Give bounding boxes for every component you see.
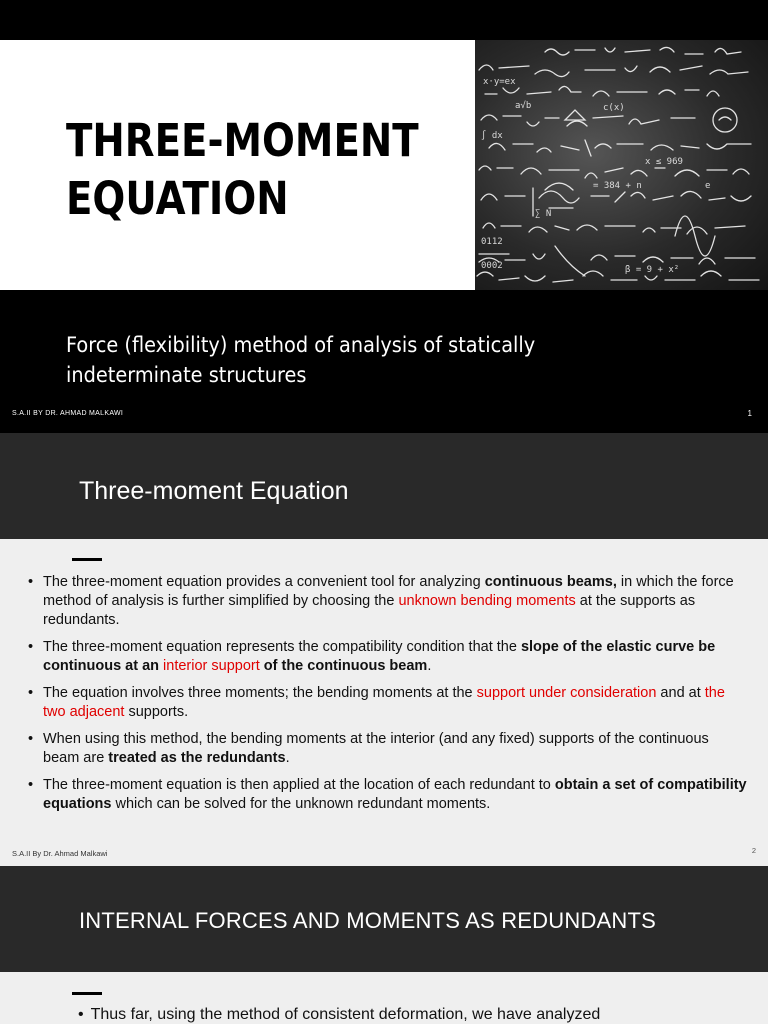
svg-text:c(x): c(x) [603, 103, 625, 113]
bullet-text-segment: supports. [124, 704, 189, 720]
bullet-text-segment: obtain a set of compatibility equations [43, 777, 747, 812]
slide-1-title [66, 112, 419, 228]
svg-text:a√b: a√b [515, 101, 532, 111]
accent-dash [72, 558, 102, 561]
svg-text:0002: 0002 [481, 261, 503, 271]
bullet-text-segment: in which the force method of analysis is further simplified by choosing the [43, 574, 734, 609]
accent-dash [72, 992, 102, 995]
chalkboard-equations-image [475, 40, 768, 290]
bullet-text-segment: The three-moment equation is then applied at the location of each redundant to [43, 777, 555, 793]
slide-2 [0, 433, 768, 866]
bullet-text-segment: of the continuous beam [259, 658, 428, 674]
bullet-text-segment: The equation involves three moments; the bending moments at the [43, 685, 477, 701]
slide-1-page-number: 1 [747, 409, 752, 418]
slide-3 [0, 866, 768, 1024]
svg-text:x·y=ex: x·y=ex [483, 77, 516, 87]
slide-1 [0, 0, 768, 433]
bullet-item [26, 776, 748, 814]
bullet-text-segment: treated as the redundants [108, 750, 286, 766]
subtitle-line-1: Force (flexibility) method of analysis of statically [66, 333, 536, 357]
slide-1-subtitle [66, 330, 655, 390]
title-line-2: EQUATION [66, 172, 289, 225]
slide-3-bullet: • Thus far, using the method of consistent deformation, we have analyzed [78, 1006, 600, 1024]
bullet-text-segment: . [285, 750, 290, 766]
bullet-item [26, 684, 748, 722]
bullet-text-segment: which can be solved for the unknown redundant moments. [111, 796, 491, 812]
bullet-text-segment: unknown bending moments [398, 593, 576, 609]
bullet-text-segment: continuous beams, [484, 574, 617, 590]
slide-2-page-number: 2 [751, 846, 756, 855]
svg-text:∑ N: ∑ N [535, 209, 552, 219]
svg-text:x ≤ 969: x ≤ 969 [645, 157, 683, 167]
subtitle-line-2: indeterminate structures [66, 363, 307, 387]
slide-3-header [0, 866, 768, 972]
bullet-item [26, 730, 748, 768]
slide-3-title: INTERNAL FORCES AND MOMENTS AS REDUNDANTS [79, 908, 657, 933]
bullet-list [26, 573, 748, 822]
bullet-text-segment: . [427, 658, 432, 674]
bullet-text-segment: The three-moment equation represents the compatibility condition that the [43, 639, 521, 655]
svg-text:β = 9 + x²: β = 9 + x² [625, 265, 680, 275]
bullet-text-segment: When using this method, the bending moments at the interior (and any fixed) supports of the continuous beam are [43, 731, 709, 766]
bullet-text-segment: interior support [163, 658, 260, 674]
bullet-text-segment: at the supports as redundants. [43, 593, 696, 628]
svg-text:0112: 0112 [481, 237, 503, 247]
bullet-text-segment: The three-moment equation provides a convenient tool for analyzing [43, 574, 485, 590]
slide-2-header [0, 433, 768, 539]
svg-text:∫ dx: ∫ dx [481, 131, 503, 141]
slide-2-footer: S.A.II By Dr. Ahmad Malkawi [12, 849, 108, 858]
bullet-text-segment: and at [656, 685, 705, 701]
title-line-1: THREE-MOMENT [66, 114, 419, 167]
bullet-text-segment: the two adjacent [43, 685, 725, 720]
slide-2-title: Three-moment Equation [79, 477, 349, 505]
slide-1-footer: S.A.II BY DR. AHMAD MALKAWI [12, 410, 124, 417]
bullet-item [26, 638, 748, 676]
bullet-text-segment: support under consideration [476, 685, 657, 701]
svg-text:e: e [705, 181, 711, 191]
bullet-item [26, 573, 748, 630]
svg-text:= 384 + n: = 384 + n [593, 181, 642, 191]
bullet-text-segment: slope of the elastic curve be continuous at an [43, 639, 716, 674]
